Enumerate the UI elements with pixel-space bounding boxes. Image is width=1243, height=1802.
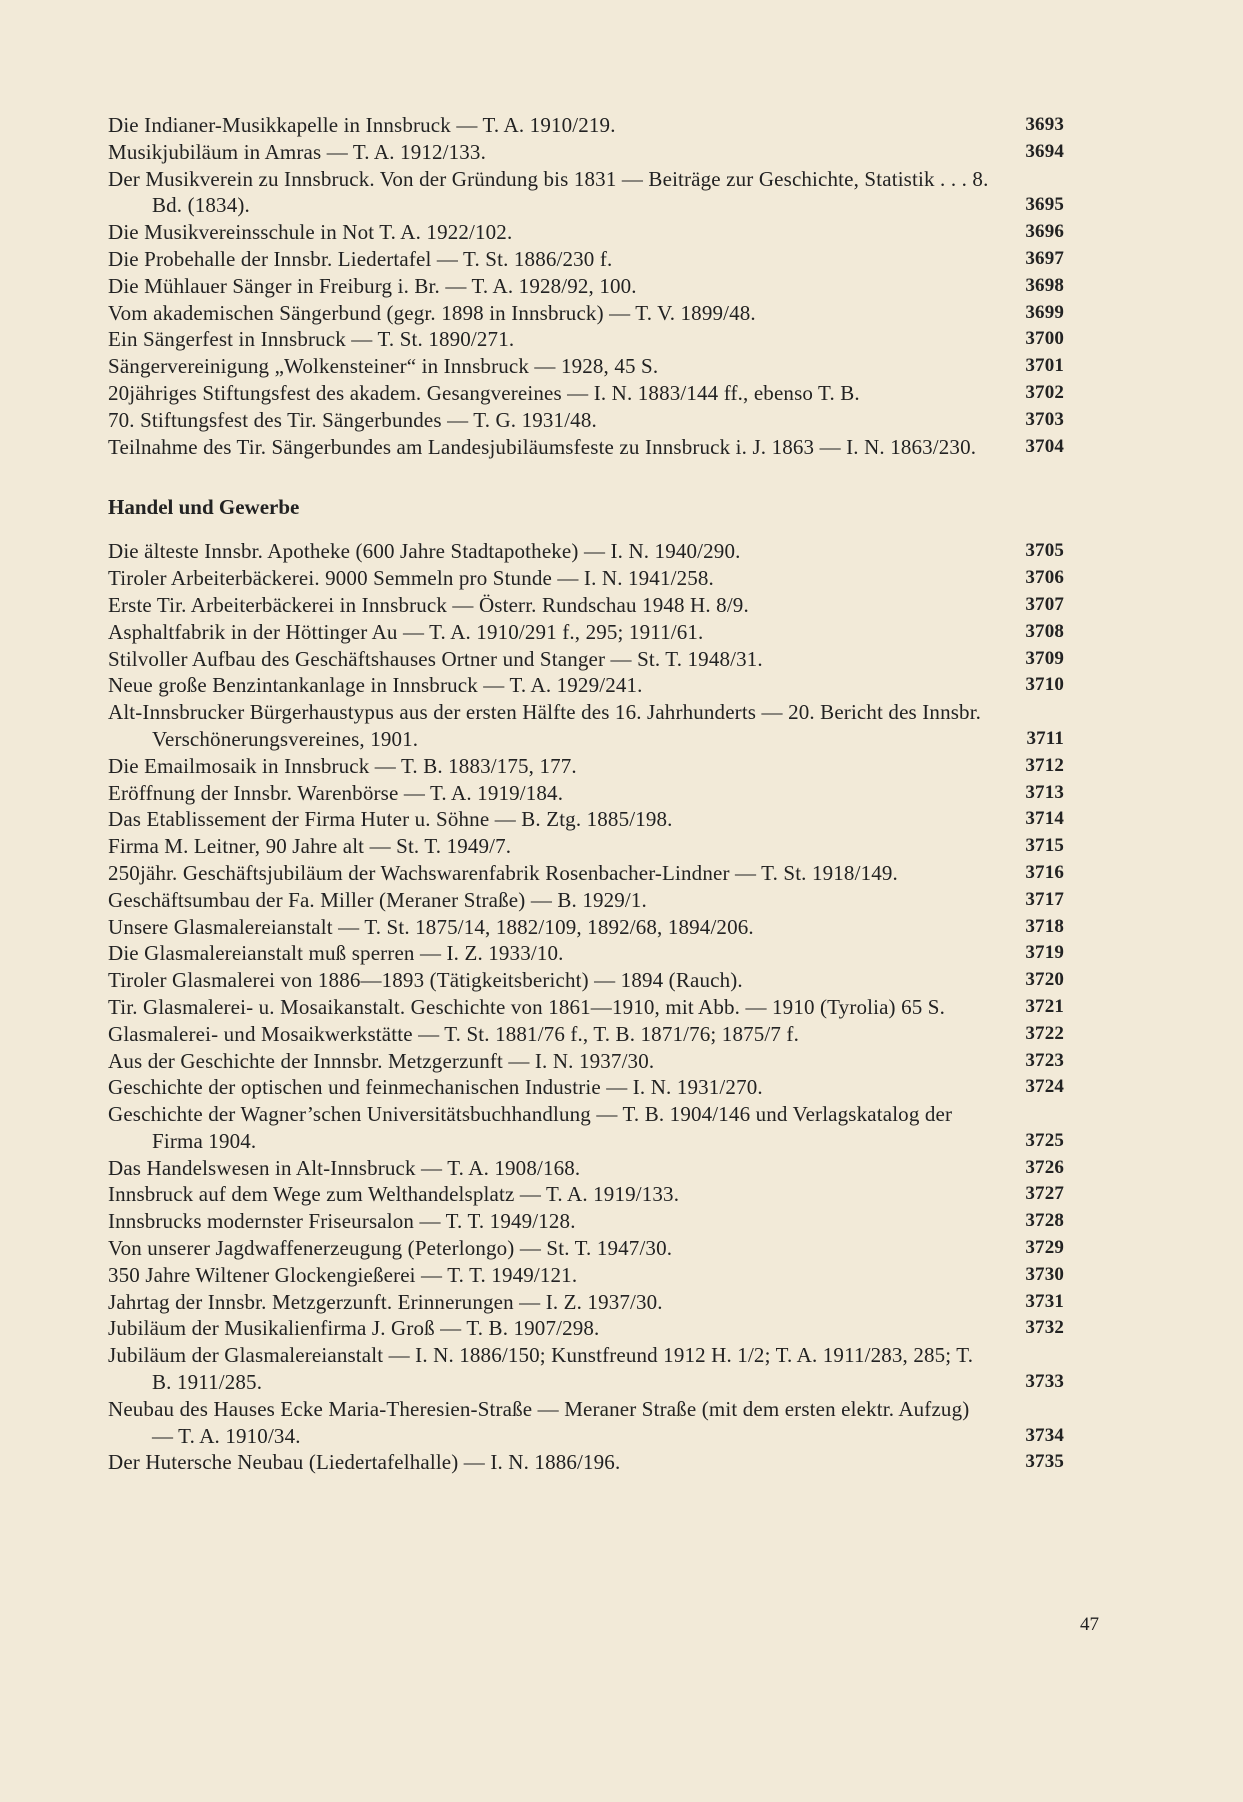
entry-text: Alt-Innsbrucker Bürgerhaustypus aus der ersten Hälfte des 16. Jahrhunderts — 20. Bericht des Innsbr. Verschönerungsvereines, 1901. <box>108 700 982 751</box>
entry-number: 3710 <box>1025 674 1064 696</box>
bibliography-entry <box>108 1315 1072 1342</box>
entry-number: 3732 <box>1025 1317 1064 1339</box>
bibliography-entry <box>108 1396 1072 1450</box>
bibliography-entry <box>108 1181 1072 1208</box>
entry-number: 3712 <box>1025 754 1064 776</box>
entry-number: 3703 <box>1025 408 1064 430</box>
bibliography-entry <box>108 139 1072 166</box>
bibliography-entry <box>108 1155 1072 1182</box>
music-section <box>108 112 1072 460</box>
entry-text: Die Glasmalereianstalt muß sperren — I. Z. 1933/10. <box>108 941 564 966</box>
bibliography-entry <box>108 166 1072 220</box>
entry-text: Das Etablissement der Firma Huter u. Söhne — B. Ztg. 1885/198. <box>108 807 673 832</box>
bibliography-entry <box>108 994 1072 1021</box>
entry-number: 3717 <box>1025 888 1064 910</box>
entry-number: 3734 <box>1025 1424 1064 1446</box>
bibliography-entry <box>108 592 1072 619</box>
entry-number: 3711 <box>1026 727 1064 749</box>
entry-number: 3696 <box>1025 221 1064 243</box>
entry-number: 3702 <box>1025 381 1064 403</box>
bibliography-entry <box>108 273 1072 300</box>
entry-number: 3709 <box>1025 647 1064 669</box>
entry-number: 3700 <box>1025 328 1064 350</box>
entry-text: Die Indianer-Musikkapelle in Innsbruck — T. A. 1910/219. <box>108 113 616 137</box>
entry-text: Jahrtag der Innsbr. Metzgerzunft. Erinnerungen — I. Z. 1937/30. <box>108 1289 663 1314</box>
entry-number: 3694 <box>1025 140 1064 162</box>
entry-text: Innsbrucks modernster Friseursalon — T. T. 1949/128. <box>108 1209 576 1234</box>
bibliography-entry <box>108 434 1072 461</box>
entry-text: Jubiläum der Musikalienfirma J. Groß — T. B. 1907/298. <box>108 1316 600 1341</box>
bibliography-entry <box>108 699 1072 753</box>
entry-text: Teilnahme des Tir. Sängerbundes am Landesjubiläumsfeste zu Innsbruck i. J. 1863 — I. N. 1863/230. <box>108 434 977 459</box>
entry-text: Die älteste Innsbr. Apotheke (600 Jahre Stadtapotheke) — I. N. 1940/290. <box>108 539 741 564</box>
bibliography-entry <box>108 1021 1072 1048</box>
entry-number: 3723 <box>1025 1049 1064 1071</box>
bibliography-entry <box>108 1342 1072 1396</box>
entry-text: 250jähr. Geschäftsjubiläum der Wachswarenfabrik Rosenbacher-Lindner — T. St. 1918/149. <box>108 860 898 885</box>
entry-text: Der Hutersche Neubau (Liedertafelhalle) — I. N. 1886/196. <box>108 1450 621 1475</box>
page-content <box>108 112 1072 1476</box>
entry-number: 3714 <box>1025 808 1064 830</box>
entry-text: 70. Stiftungsfest des Tir. Sängerbundes — T. G. 1931/48. <box>108 407 597 432</box>
entry-number: 3708 <box>1025 620 1064 642</box>
entry-text: Die Probehalle der Innsbr. Liedertafel — T. St. 1886/230 f. <box>108 246 613 271</box>
entry-number: 3706 <box>1025 567 1064 589</box>
bibliography-entry <box>108 833 1072 860</box>
bibliography-entry <box>108 1449 1072 1476</box>
entry-number: 3704 <box>1025 435 1064 457</box>
bibliography-entry <box>108 246 1072 273</box>
entry-text: Asphaltfabrik in der Höttinger Au — T. A. 1910/291 f., 295; 1911/61. <box>108 619 704 644</box>
bibliography-entry <box>108 619 1072 646</box>
entry-text: Sängervereinigung „Wolkensteiner“ in Innsbruck — 1928, 45 S. <box>108 354 659 379</box>
entry-number: 3733 <box>1025 1371 1064 1393</box>
section-heading: Handel und Gewerbe <box>108 495 300 520</box>
entry-text: Musikjubiläum in Amras — T. A. 1912/133. <box>108 139 486 164</box>
entry-number: 3725 <box>1025 1129 1064 1151</box>
bibliography-entry <box>108 1101 1072 1155</box>
entry-number: 3713 <box>1025 781 1064 803</box>
bibliography-entry <box>108 538 1072 565</box>
entry-number: 3726 <box>1025 1156 1064 1178</box>
entry-text: Geschichte der optischen und feinmechanischen Industrie — I. N. 1931/270. <box>108 1075 763 1100</box>
entry-text: Das Handelswesen in Alt-Innsbruck — T. A. 1908/168. <box>108 1155 581 1180</box>
entry-text: Neue große Benzintankanlage in Innsbruck — T. A. 1929/241. <box>108 673 643 698</box>
bibliography-entry <box>108 1289 1072 1316</box>
entry-text: Neubau des Hauses Ecke Maria-Theresien-Straße — Meraner Straße (mit dem ersten elektr. Aufzug) — T. A. 1910/34. <box>108 1396 970 1448</box>
entry-text: Erste Tir. Arbeiterbäckerei in Innsbruck — Österr. Rundschau 1948 H. 8/9. <box>108 592 749 617</box>
entry-number: 3730 <box>1025 1263 1064 1285</box>
entry-number: 3724 <box>1025 1076 1064 1098</box>
entry-text: Firma M. Leitner, 90 Jahre alt — St. T. 1949/7. <box>108 834 512 859</box>
entry-number: 3718 <box>1025 915 1064 937</box>
entry-text: Innsbruck auf dem Wege zum Welthandelsplatz — T. A. 1919/133. <box>108 1182 680 1207</box>
entry-text: Vom akademischen Sängerbund (gegr. 1898 in Innsbruck) — T. V. 1899/48. <box>108 300 756 325</box>
entry-text: Eröffnung der Innsbr. Warenbörse — T. A. 1919/184. <box>108 780 564 805</box>
trade-section <box>108 538 1072 1476</box>
entry-text: Glasmalerei- und Mosaikwerkstätte — T. St. 1881/76 f., T. B. 1871/76; 1875/7 f. <box>108 1021 799 1046</box>
bibliography-entry <box>108 887 1072 914</box>
entry-text: Ein Sängerfest in Innsbruck — T. St. 1890/271. <box>108 327 515 352</box>
entry-number: 3728 <box>1025 1210 1064 1232</box>
bibliography-entry <box>108 112 1072 139</box>
entry-number: 3735 <box>1025 1451 1064 1473</box>
entry-text: 20jähriges Stiftungsfest des akadem. Gesangvereines — I. N. 1883/144 ff., ebenso T. B. <box>108 380 860 405</box>
bibliography-entry <box>108 1048 1072 1075</box>
entry-number: 3715 <box>1025 835 1064 857</box>
entry-text: Geschäftsumbau der Fa. Miller (Meraner Straße) — B. 1929/1. <box>108 887 647 912</box>
entry-number: 3720 <box>1025 969 1064 991</box>
entry-text: Die Mühlauer Sänger in Freiburg i. Br. — T. A. 1928/92, 100. <box>108 273 637 298</box>
entry-number: 3695 <box>1025 194 1064 216</box>
entry-text: Stilvoller Aufbau des Geschäftshauses Ortner und Stanger — St. T. 1948/31. <box>108 646 763 671</box>
entry-number: 3699 <box>1025 301 1064 323</box>
entry-text: Tir. Glasmalerei- u. Mosaikanstalt. Geschichte von 1861—1910, mit Abb. — 1910 (Tyrolia) 65 S. <box>108 994 946 1019</box>
bibliography-entry <box>108 1074 1072 1101</box>
bibliography-entry <box>108 780 1072 807</box>
entry-number: 3716 <box>1025 861 1064 883</box>
entry-number: 3721 <box>1025 995 1064 1017</box>
bibliography-entry <box>108 753 1072 780</box>
bibliography-entry <box>108 565 1072 592</box>
entry-text: Jubiläum der Glasmalereianstalt — I. N. 1886/150; Kunstfreund 1912 H. 1/2; T. A. 1911/283, 285; T. B. 1911/285. <box>108 1343 974 1395</box>
entry-text: Von unserer Jagdwaffenerzeugung (Peterlongo) — St. T. 1947/30. <box>108 1236 673 1261</box>
bibliography-entry <box>108 300 1072 327</box>
entry-text: Unsere Glasmalereianstalt — T. St. 1875/14, 1882/109, 1892/68, 1894/206. <box>108 914 754 939</box>
entry-number: 3697 <box>1025 247 1064 269</box>
bibliography-entry <box>108 1262 1072 1289</box>
bibliography-entry <box>108 353 1072 380</box>
entry-text: Tiroler Glasmalerei von 1886—1893 (Tätigkeitsbericht) — 1894 (Rauch). <box>108 968 743 993</box>
entry-text: Geschichte der Wagner’schen Universitätsbuchhandlung — T. B. 1904/146 und Verlagskatalog der Firma 1904. <box>108 1102 953 1153</box>
bibliography-entry <box>108 380 1072 407</box>
entry-text: Aus der Geschichte der Innnsbr. Metzgerzunft — I. N. 1937/30. <box>108 1048 655 1073</box>
entry-number: 3731 <box>1025 1290 1064 1312</box>
bibliography-entry <box>108 219 1072 246</box>
bibliography-entry <box>108 940 1072 967</box>
entry-number: 3719 <box>1025 942 1064 964</box>
bibliography-entry <box>108 967 1072 994</box>
bibliography-entry <box>108 860 1072 887</box>
entry-number: 3727 <box>1025 1183 1064 1205</box>
entry-number: 3705 <box>1025 540 1064 562</box>
entry-text: Die Emailmosaik in Innsbruck — T. B. 1883/175, 177. <box>108 753 577 778</box>
page-number: 47 <box>1080 1614 1099 1635</box>
bibliography-entry <box>108 646 1072 673</box>
bibliography-entry <box>108 1208 1072 1235</box>
entry-text: 350 Jahre Wiltener Glockengießerei — T. T. 1949/121. <box>108 1262 578 1287</box>
entry-text: Der Musikverein zu Innsbruck. Von der Gründung bis 1831 — Beiträge zur Geschichte, Statistik . . . 8. Bd. (1834). <box>108 166 989 218</box>
entry-number: 3722 <box>1025 1022 1064 1044</box>
entry-number: 3693 <box>1025 114 1064 135</box>
entry-number: 3698 <box>1025 274 1064 296</box>
entry-number: 3701 <box>1025 355 1064 377</box>
entry-text: Die Musikvereinsschule in Not T. A. 1922/102. <box>108 220 513 245</box>
bibliography-entry <box>108 806 1072 833</box>
bibliography-entry <box>108 1235 1072 1262</box>
bibliography-entry <box>108 672 1072 699</box>
entry-text: Tiroler Arbeiterbäckerei. 9000 Semmeln pro Stunde — I. N. 1941/258. <box>108 566 714 591</box>
bibliography-entry <box>108 914 1072 941</box>
bibliography-entry <box>108 407 1072 434</box>
entry-number: 3729 <box>1025 1237 1064 1259</box>
entry-number: 3707 <box>1025 593 1064 615</box>
bibliography-entry <box>108 326 1072 353</box>
